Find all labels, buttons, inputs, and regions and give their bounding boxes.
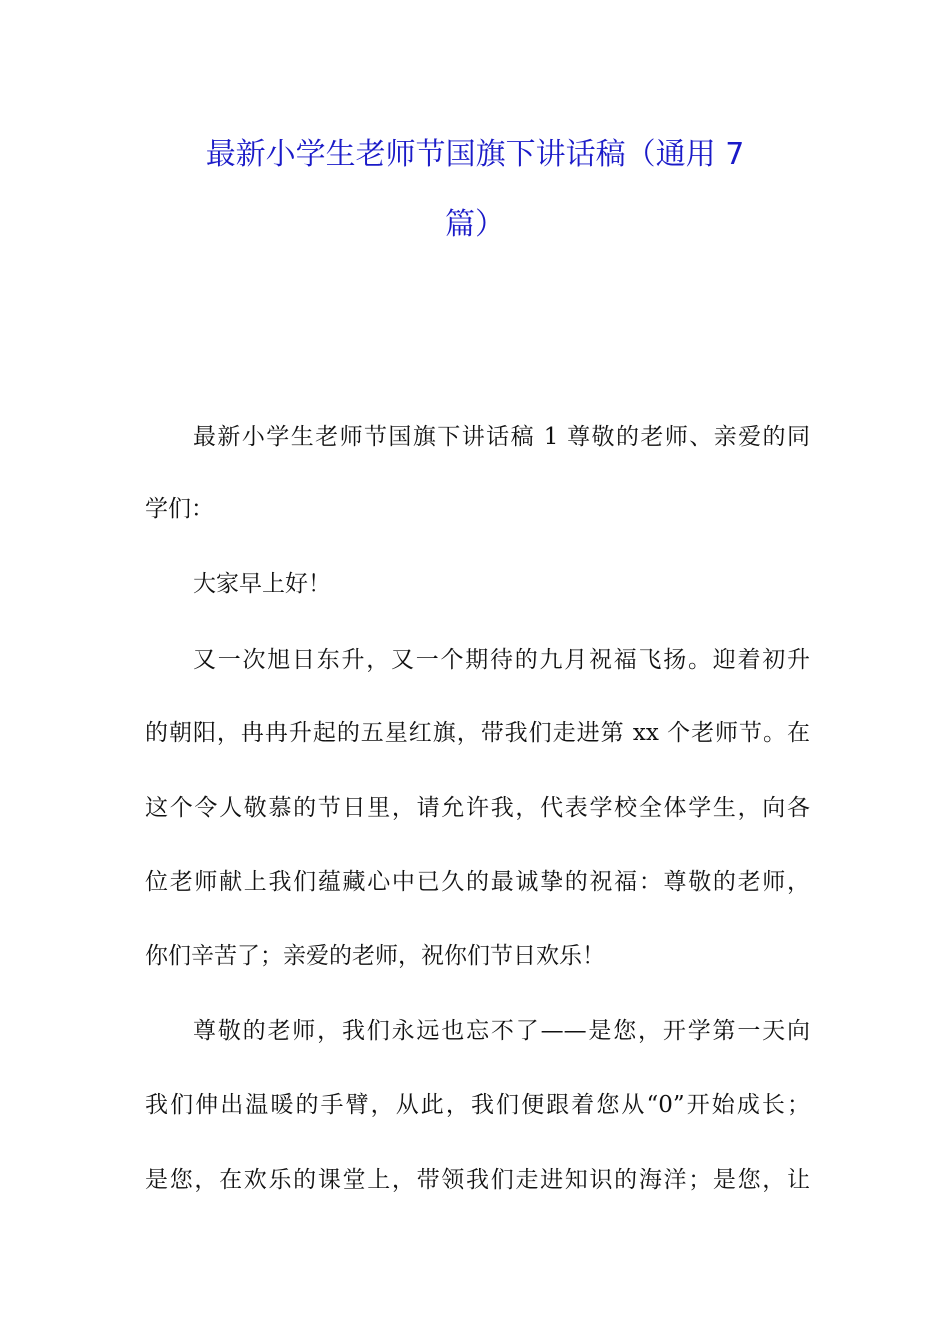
paragraph-line: 是您，在欢乐的课堂上，带领我们走进知识的海洋；是您，让 [145, 1167, 810, 1193]
document-title-line-1: 最新小学生老师节国旗下讲话稿（通用 7 [205, 137, 745, 172]
paragraph-line: 又一次旭日东升，又一个期待的九月祝福飞扬。迎着初升 [193, 647, 810, 673]
paragraph-line: 的朝阳，冉冉升起的五星红旗，带我们走进第 xx 个老师节。在 [145, 720, 810, 746]
paragraph-line: 尊敬的老师，我们永远也忘不了——是您，开学第一天向 [193, 1018, 810, 1044]
paragraph-line: 你们辛苦了；亲爱的老师，祝你们节日欢乐！ [145, 943, 605, 969]
paragraph-line: 位老师献上我们蕴藏心中已久的最诚挚的祝福：尊敬的老师， [145, 869, 810, 895]
paragraph-line: 最新小学生老师节国旗下讲话稿 1 尊敬的老师、亲爱的同 [193, 424, 810, 450]
paragraph-line: 大家早上好！ [193, 571, 331, 597]
paragraph-line: 这个令人敬慕的节日里，请允许我，代表学校全体学生，向各 [145, 795, 810, 821]
paragraph-line: 学们： [145, 496, 214, 522]
document-title-line-2: 篇） [445, 207, 505, 242]
paragraph-line: 我们伸出温暖的手臂，从此，我们便跟着您从“0”开始成长； [145, 1092, 810, 1118]
